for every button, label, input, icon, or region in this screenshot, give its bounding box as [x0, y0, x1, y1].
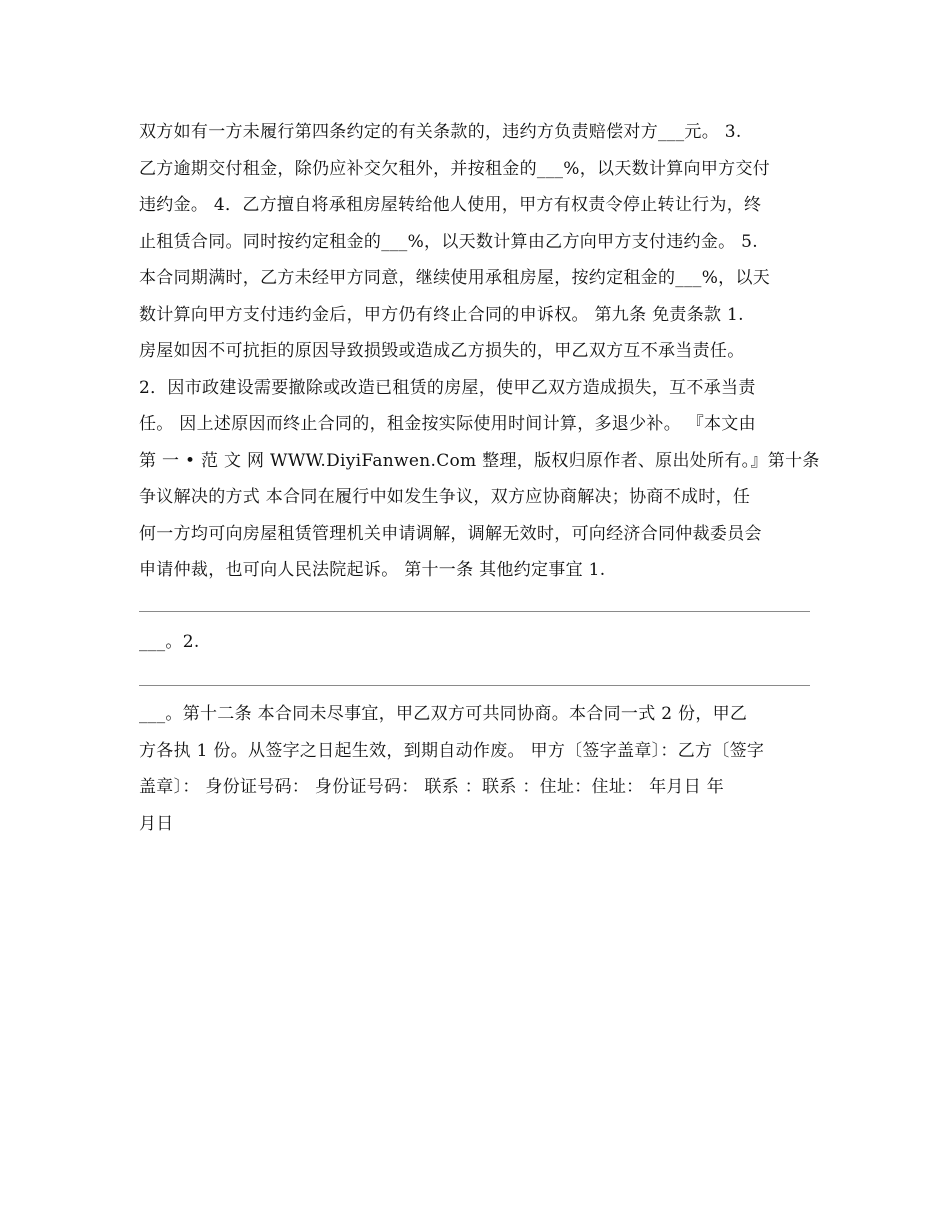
text-line: 房屋如因不可抗拒的原因导致损毁或造成乙方损失的，甲乙双方互不承当责任。: [139, 341, 745, 361]
text-line: 争议解决的方式 本合同在履行中如发生争议，双方应协商解决；协商不成时，任: [139, 487, 751, 507]
contract-text-block: [139, 624, 813, 661]
text-line: 本合同期满时，乙方未经甲方同意，继续使用承租房屋，按约定租金的___%，以天: [139, 268, 771, 288]
fill-in-line: [139, 685, 810, 686]
text-line: 数计算向甲方支付违约金后，甲方仍有终止合同的申诉权。 第九条 免责条款 1.: [139, 304, 744, 325]
text-line: ___。2.: [139, 632, 200, 652]
fill-in-line: [139, 611, 810, 612]
text-line: 双方如有一方未履行第四条约定的有关条款的，违约方负责赔偿对方___元。 3.: [139, 122, 742, 142]
text-line: 方各执 1 份。从签字之日起生效，到期自动作废。 甲方〔签字盖章〕：乙方〔签字: [139, 740, 765, 761]
contract-text-block: [139, 114, 820, 589]
text-line: 乙方逾期交付租金，除仍应补交欠租外，并按租金的___%，以天数计算向甲方交付: [139, 158, 771, 179]
text-line: 月日: [139, 813, 174, 834]
text-line: 盖章〕： 身份证号码： 身份证号码： 联系 ：联系 ：住址：住址： 年月日 年: [139, 777, 725, 797]
contract-text-block: [139, 696, 813, 842]
text-line: 何一方均可向房屋租赁管理机关申请调解，调解无效时，可向经济合同仲裁委员会: [139, 523, 762, 544]
text-line: 申请仲裁，也可向人民法院起诉。 第十一条 其他约定事宜 1.: [139, 560, 606, 580]
text-line: 第 一 • 范 文 网 WWW.DiyiFanwen.Com 整理，版权归原作者、原出处所有。』第十条: [139, 450, 820, 471]
text-line: 2．因市政建设需要撤除或改造已租赁的房屋，使甲乙双方造成损失，互不承当责: [139, 377, 756, 398]
text-line: 违约金。 4．乙方擅自将承租房屋转给他人使用，甲方有权责令停止转让行为，终: [139, 195, 762, 215]
text-line: ___。第十二条 本合同未尽事宜，甲乙双方可共同协商。本合同一式 2 份，甲乙: [139, 704, 748, 724]
text-line: 止租赁合同。同时按约定租金的___%，以天数计算由乙方向甲方支付违约金。 5.: [139, 231, 758, 252]
text-line: 任。 因上述原因而终止合同的，租金按实际使用时间计算，多退少补。 『本文由: [139, 414, 756, 434]
